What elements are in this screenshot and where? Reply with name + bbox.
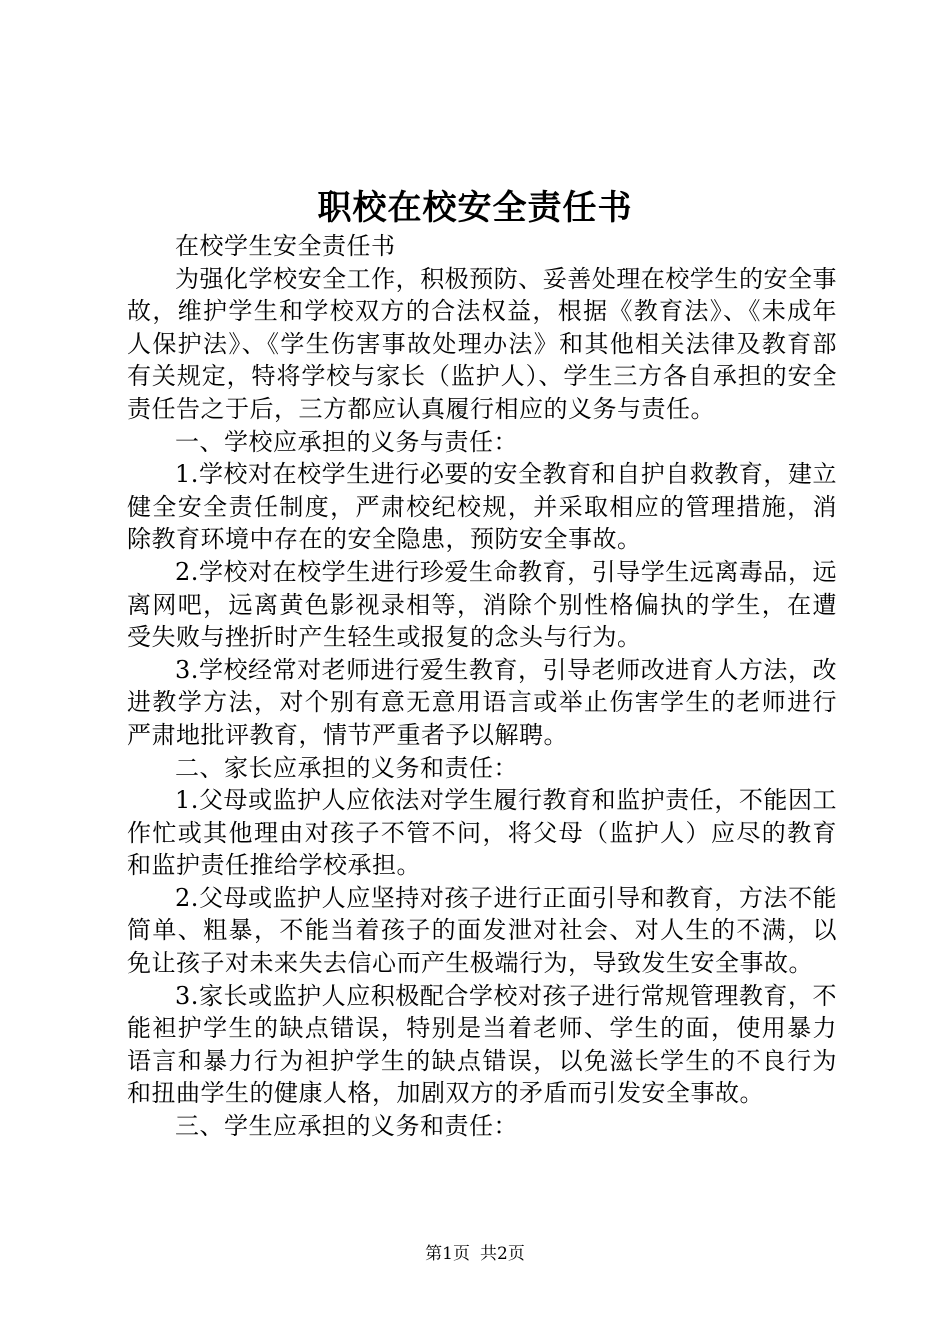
document-body: [127, 230, 837, 1143]
page-footer: [0, 1242, 950, 1266]
paragraph-subtitle: 在校学生安全责任书: [175, 232, 396, 260]
page-number-total: 共2页: [480, 1244, 525, 1264]
paragraph-school-1: 1.学校对在校学生进行必要的安全教育和自护自救教育，建立健全安全责任制度，严肃校纪校规，并采取相应的管理措施，消除教育环境中存在的安全隐患，预防安全事故。: [127, 460, 837, 554]
paragraph-parents-3: 3.家长或监护人应积极配合学校对孩子进行常规管理教育，不能袒护学生的缺点错误，特别是当着老师、学生的面，使用暴力语言和暴力行为袒护学生的缺点错误，以免滋长学生的不良行为和扭曲学生的健康人格，加剧双方的矛盾而引发安全事故。: [127, 981, 837, 1108]
document-title: 职校在校安全责任书: [317, 188, 633, 228]
paragraph-parents-1: 1.父母或监护人应依法对学生履行教育和监护责任，不能因工作忙或其他理由对孩子不管不问，将父母（监护人）应尽的教育和监护责任推给学校承担。: [127, 786, 837, 880]
paragraph-school-2: 2.学校对在校学生进行珍爱生命教育，引导学生远离毒品，远离网吧，远离黄色影视录相等，消除个别性格偏执的学生，在遭受失败与挫折时产生轻生或报复的念头与行为。: [127, 557, 837, 652]
section-heading-parents: 二、家长应承担的义务和责任：: [175, 753, 518, 782]
paragraph-parents-2: 2.父母或监护人应坚持对孩子进行正面引导和教育，方法不能简单、粗暴，不能当着孩子的面发泄对社会、对人生的不满，以免让孩子对未来失去信心而产生极端行为，导致发生安全事故。: [127, 883, 837, 978]
page-number-current: 第1页: [425, 1244, 470, 1264]
section-heading-students: 三、学生应承担的义务和责任：: [175, 1112, 518, 1141]
paragraph-school-3: 3.学校经常对老师进行爱生教育，引导老师改进育人方法，改进教学方法，对个别有意无意用语言或举止伤害学生的老师进行严肃地批评教育，情节严重者予以解聘。: [127, 655, 837, 749]
paragraph-intro: 为强化学校安全工作，积极预防、妥善处理在校学生的安全事故，维护学生和学校双方的合法权益，根据《教育法》、《未成年人保护法》、《学生伤害事故处理办法》和其他相关法律及教育部有关规定，特将学校与家长（监护人）、学生三方各自承担的安全责任告之于后，三方都应认真履行相应的义务与责任。: [127, 264, 837, 423]
section-heading-school: 一、学校应承担的义务与责任：: [175, 427, 518, 456]
